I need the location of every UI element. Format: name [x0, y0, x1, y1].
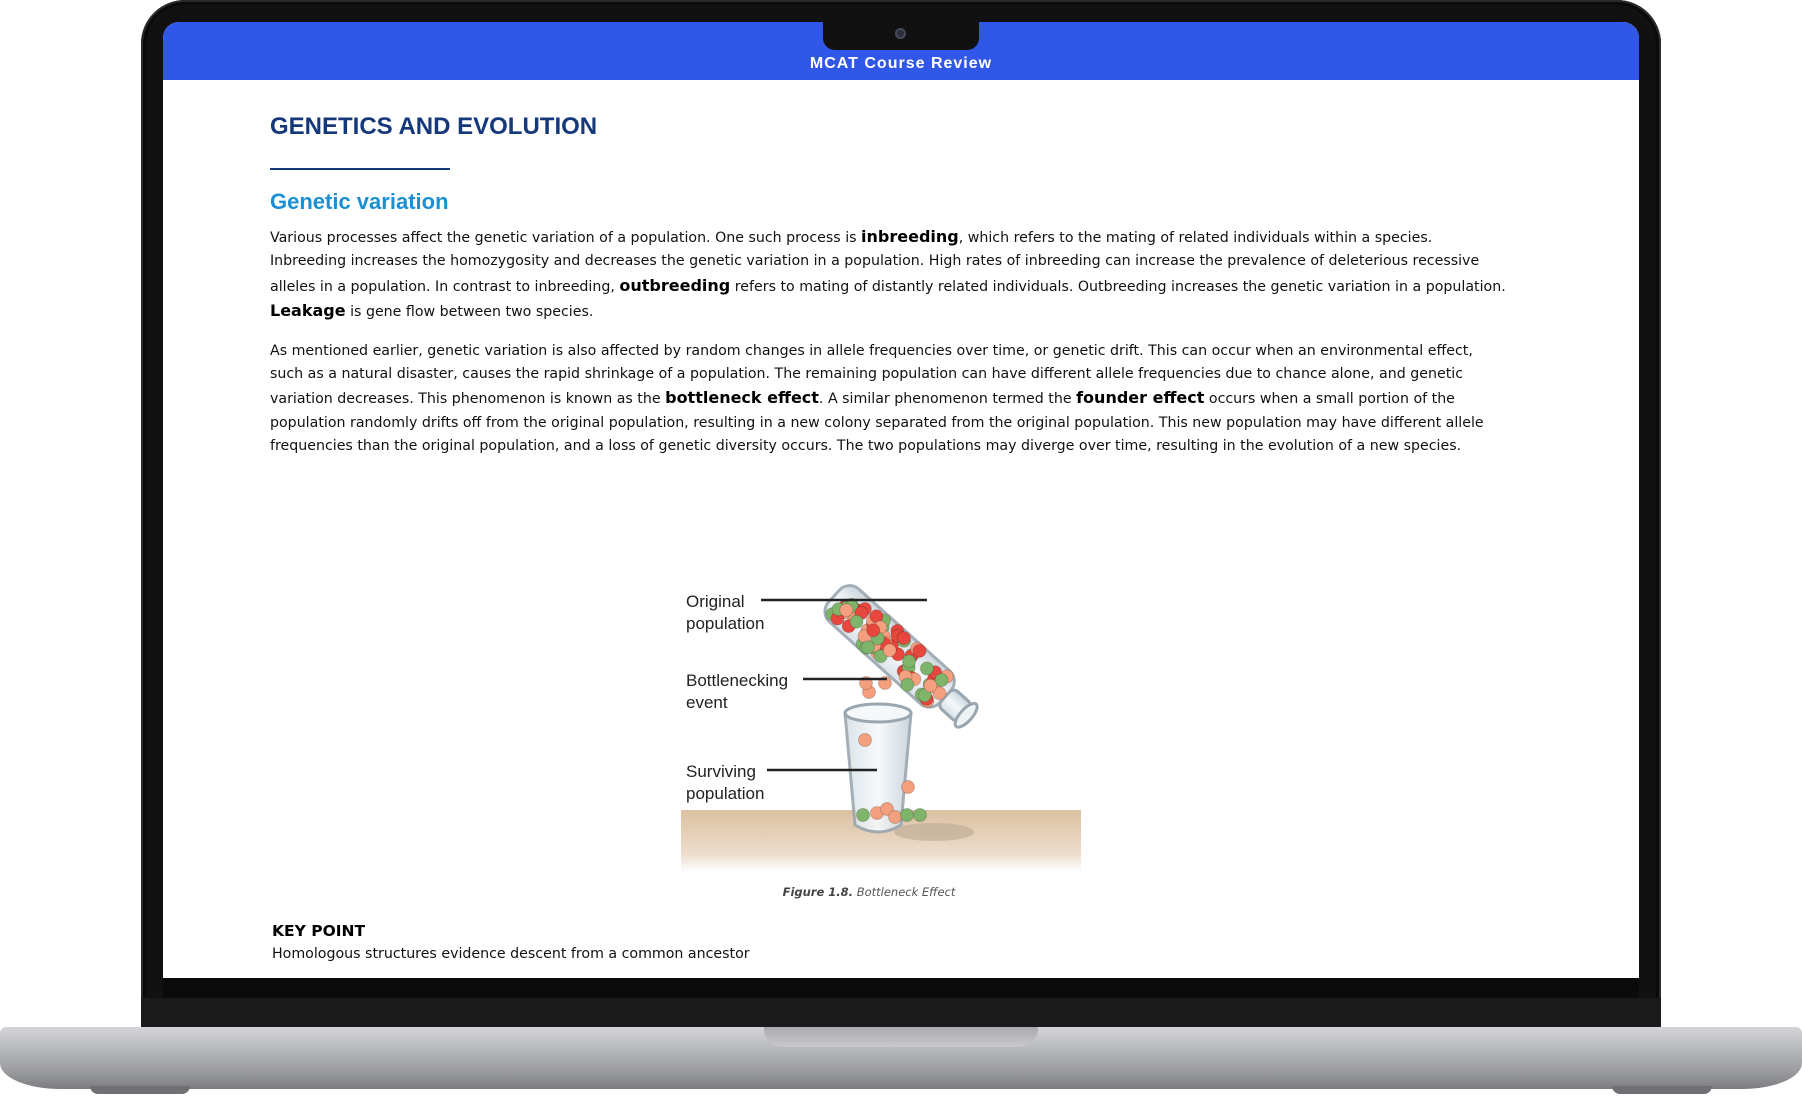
laptop-foot-left	[90, 1086, 190, 1094]
allele-bead	[867, 624, 880, 637]
laptop-screen	[163, 22, 1639, 978]
key-point-text: Homologous structures evidence descent from a common ancestor	[272, 946, 750, 962]
allele-bead	[859, 734, 872, 747]
allele-bead	[901, 678, 914, 691]
allele-bead	[857, 809, 870, 822]
allele-bead	[850, 615, 863, 628]
label-population: population	[686, 614, 765, 633]
text-span: is gene flow between two species.	[345, 304, 594, 321]
allele-bead	[903, 655, 916, 668]
app-title: MCAT Course Review	[809, 55, 993, 72]
term-bottleneck-effect: bottleneck effect	[665, 388, 819, 408]
title-divider	[270, 168, 450, 170]
laptop-opening-notch	[764, 1027, 1038, 1047]
camera-icon	[895, 28, 906, 39]
term-founder-effect: founder effect	[1076, 388, 1205, 408]
camera-notch	[823, 22, 979, 50]
allele-bead	[862, 641, 875, 654]
allele-bead	[883, 644, 896, 657]
term-inbreeding: inbreeding	[861, 227, 959, 246]
label-surviving: Surviving	[686, 762, 756, 781]
label-original: Original	[686, 592, 745, 611]
text-span: Various processes affect the genetic variation of a population. One such process is	[270, 230, 862, 246]
text-span: , which refers to the mating of related individuals within a species. Inbreeding increases the homozygosity and decreases the genetic variation in a population. High rates of inbreeding can increase the prevalence of deleterious recessive alleles in a population. In contrast to inbreeding,	[270, 230, 1480, 295]
key-point-title: KEY POINT	[272, 922, 366, 940]
allele-bead	[897, 632, 910, 645]
allele-bead	[902, 781, 915, 794]
screen-bezel-bottom	[163, 978, 1639, 998]
allele-bead	[914, 809, 927, 822]
bottleneck-figure	[679, 487, 1089, 887]
paragraph-genetic-drift	[270, 340, 1510, 459]
text-span: As mentioned earlier, genetic variation is also affected by random changes in allele frequencies over time, or genetic drift. This can occur when an environmental effect, such as a natural disaster, causes the rapid shrinkage of a population. The remaining population can have different allele frequencies due to chance alone, and genetic variation decreases. This phenomenon is known as the	[270, 342, 1473, 408]
allele-bead	[901, 809, 914, 822]
term-outbreeding: outbreeding	[619, 275, 731, 295]
figure-caption-text: Bottleneck Effect	[856, 885, 956, 899]
text-span: occurs when a small portion of the population randomly drifts off from the original population, resulting in a new colony separated from the original population. This new population may have different allele frequencies than the original population, and a loss of genetic diversity occurs. The two populations may diverge over time, resulting in the evolution of a new species.	[270, 391, 1484, 455]
paragraph-inbreeding	[270, 225, 1510, 325]
figure-caption	[679, 885, 1059, 899]
label-bottlenecking: Bottlenecking	[686, 671, 789, 690]
laptop-foot-right	[1612, 1086, 1712, 1094]
text-span: refers to mating of distantly related individuals. Outbreeding increases the genetic variation in a population.	[730, 278, 1506, 295]
lesson-content	[270, 80, 1510, 459]
chapter-title: GENETICS AND EVOLUTION	[270, 113, 598, 140]
section-title: Genetic variation	[270, 189, 449, 214]
allele-bead	[889, 811, 902, 824]
figure-caption-label: Figure 1.8.	[782, 885, 854, 899]
allele-bead	[913, 644, 926, 657]
allele-bead	[840, 604, 853, 617]
allele-bead	[924, 679, 937, 692]
label-surviving-population: population	[686, 784, 765, 803]
text-span: . A similar phenomenon termed the	[818, 391, 1077, 408]
allele-bead	[920, 662, 933, 675]
term-leakage: Leakage	[270, 301, 346, 321]
label-event: event	[686, 693, 728, 712]
